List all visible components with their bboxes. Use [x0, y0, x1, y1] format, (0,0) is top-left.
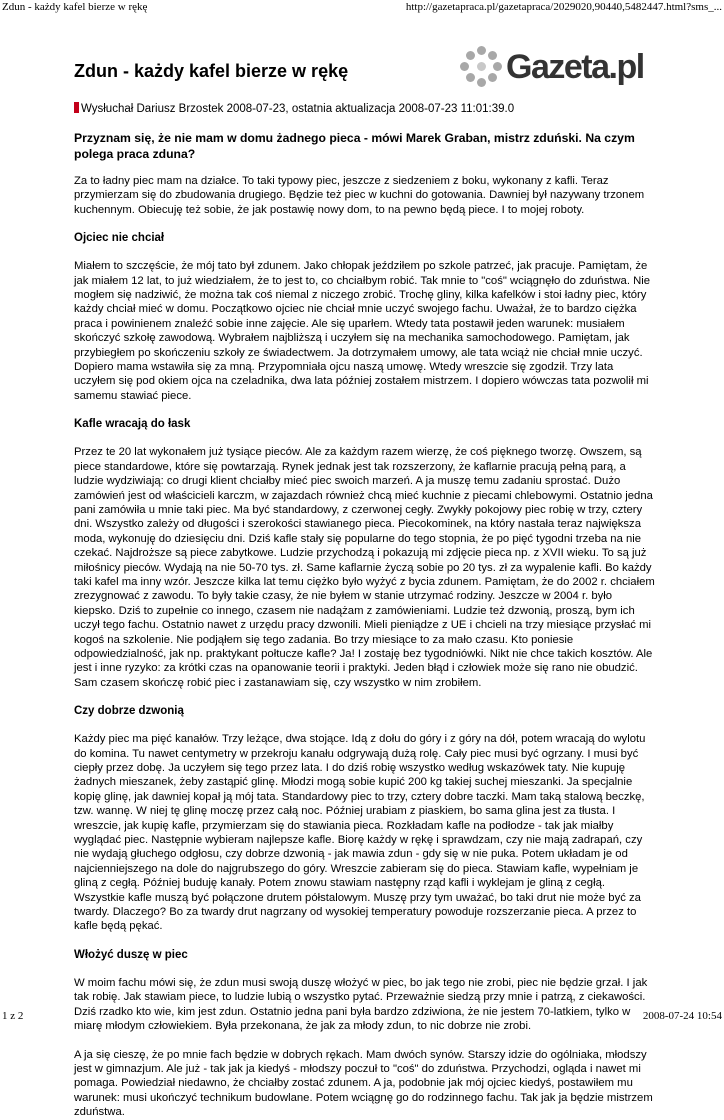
print-header-url: http://gazetapraca.pl/gazetapraca/2029020,90440,5482447.html?sms_...	[405, 1, 722, 13]
section-heading: Ojciec nie chciał	[74, 232, 165, 245]
article-lead: Przyznam się, że nie mam w domu żadnego pieca - mówi Marek Graban, mistrz zduński. Na czym polega praca zduna?	[74, 131, 635, 161]
logo-text: Gazeta.pl	[506, 48, 644, 86]
page-count: 1 z 2	[2, 1010, 24, 1022]
dots-icon	[460, 46, 502, 88]
section-paragraph: Miałem to szczęście, że mój tato był zdunem. Jako chłopak jeździłem po szkole patrzeć, jak pracuje. Pamiętam, że jak miałem 12 lat, to już wiedziałem, że to jest to, co chciałbym robić. Tak mnie to "coś" wciągnęło do zduństwa. Nie mogłem się nadziwić, że można tak coś niemal z niczego zrobić. Trochę gliny, kilka kafelków i stoi ładny piec, który każdy chciał mieć w domu. Początkowo ojciec nie chciał mnie uczyć swojego fachu. Uważał, że to bardzo ciężka praca i powinienem znaleźć sobie inne zajęcie. Ale się uparłem. Wtedy tata postawił jeden warunek: musiałem skończyć szkołę zawodową. Wybrałem najbliższą i uczyłem się na mechanika samochodowego. Pamiętam, jak przybiegłem po skończeniu szkoły ze świadectwem. Ja dotrzymałem umowy, ale tata wciąż nie chciał mnie uczyć. Dopiero mama wstawiła się za mną. Przypomniała ojcu naszą umowę. Wtedy wreszcie się zgodził. Trzy lata uczyłem się pod okiem ojca na czeladnika, dwa lata później zostałem mistrzem. I dopiero wówczas tata pozwolił mi samemu stawiać piece.	[74, 260, 651, 402]
section-paragraph: W moim fachu mówi się, że zdun musi swoją duszę włożyć w piec, bo jak tego nie zrobi, piec nie będzie grzał. I jak tak robię. Jak stawiam piece, to ludzie lubią o wszystko pytać. Przeważnie siedzą przy mnie i patrzą, z ciekawości. Dziś rzadko kto wie, kim jest zdun. Ostatnio jedna pani była bardzo zdziwiona, że nie jestem 70-latkiem, tylko w miarę młodym człowiekiem. Była przekonana, że jak za młody zdun, to nic dobrze nie zrobi.	[74, 976, 648, 1033]
section-heading: Włożyć duszę w piec	[74, 948, 188, 961]
section-paragraph: Każdy piec ma pięć kanałów. Trzy leżące, dwa stojące. Idą z dołu do góry i z góry na dół, potem wracają do wylotu do komina. Tu nawet centymetry w przekroju kanału odgrywają dużą rolę. Cały piec musi być ogrzany. I musi być ciepły przez dobę. Ja uczyłem się tego przez lata. I do dziś robię wszystko według wskazówek taty. Nie kupuję żadnych mieszanek, żeby zastąpić glinę. Młodzi mogą sobie kupić 200 kg takiej suchej mieszanki. Ja specjalnie kopię glinę, jak dawniej kopał ją mój tata. Standardowy piec to trzy, cztery dobre taczki. Mam taką stalową beczkę, tzw. wannę. W niej tę glinę moczę przez całą noc. Później urabiam z piaskiem, bo sama glina jest za tłusta. I wreszcie, jak kupię kafle, przymierzam się do stawiania pieca. Rozkładam kafle na podłodze - tak jak miałby wyglądać piec. Następnie wybieram najlepsze kafle. Biorę każdy w rękę i sprawdzam, czy nie mają zadrapań, czy nie wydają głuchego odgłosu, czy dobrze dzwonią - jak mawia zdun - gdy się w nie puka. Potem układam je od najcienniejszego na dole do najgrubszego do góry. Wreszcie zabieram się do pieca. Stawiam kafle, wypełniam je gliną z cegłą. Później buduję kanały. Potem znowu stawiam następny rząd kafli i wyklejam je gliną z cegłą. Wszystkie kafle muszą być połączone drutem półstalowym. Muszę przy tym uważać, bo taki drut nie może być za twardy. Dlaczego? Bo za twardy drut nagrzany od wysokiej temperatury powoduje rozszerzanie pieca. A przez to kafle będą pękać.	[74, 733, 646, 933]
article	[74, 48, 656, 1120]
article-meta	[74, 102, 656, 116]
print-timestamp: 2008-07-24 10:54	[642, 1010, 722, 1022]
article-meta-text: Wysłuchał Dariusz Brzostek 2008-07-23, ostatnia aktualizacja 2008-07-23 11:01:39.0	[81, 103, 515, 115]
article-intro: Za to ładny piec mam na działce. To taki typowy piec, jeszcze z siedzeniem z boku, wykonany z kafli. Teraz przymierzam się do zbudowania drugiego. Będzie też piec w kuchni do gotowania. Dawniej był nazywany trzonem kuchennym. Obiecuję też sobie, że jak postawię nowy dom, to na pewno będą piece. I to mojej roboty.	[74, 175, 645, 216]
author-marker-icon	[74, 102, 79, 113]
article-title: Zdun - każdy kafel bierze w rękę	[74, 61, 349, 81]
print-header-title: Zdun - każdy kafel bierze w rękę	[2, 1, 148, 13]
section-paragraph: A ja się cieszę, że po mnie fach będzie w dobrych rękach. Mam dwóch synów. Starszy idzie do ogólniaka, młodszy jest w gimnazjum. Ale już - tak jak ja kiedyś - młodszy poczuł to "coś" do zduństwa. Przychodzi, ogląda i nawet mi pomaga. Powiedział niedawno, że chciałby zostać zdunem. A ja, podobnie jak mój ojciec kiedyś, postawiłem mu warunek: musi ukończyć technikum budowlane. Potem wciągnę go do rodzinnego fachu. Tak jak ja będzie mistrzem zduństwa.	[74, 1048, 653, 1119]
gazeta-logo[interactable]	[460, 46, 650, 90]
section-heading: Kafle wracają do łask	[74, 418, 191, 431]
section-heading: Czy dobrze dzwonią	[74, 705, 184, 718]
section-paragraph: Przez te 20 lat wykonałem już tysiące pieców. Ale za każdym razem wierzę, że coś pięknego tworzę. Owszem, są piece standardowe, które się powtarzają. Rynek jednak jest tak rozszerzony, że kaflarnie pracują pełną parą, a ludzie wydziwiają: co drugi klient chciałby mieć piec swoich marzeń. A ja muszę temu zadaniu sprostać. Dużo zamówień jest od właścicieli karczm, w zajazdach również chcą mieć kuchnie z piecami chlebowymi. Ostatnio jedna pani zamówiła u mnie taki piec. Ma być standardowy, z czerwonej cegły. Zwykły pokojowy piec robię w trzy, cztery dni. Wszystko zależy od długości i szerokości stawianego pieca. Piecokominek, na który nastała teraz największa moda, wykonuję do dziesięciu dni. Dziś kafle stały się popularne do tego stopnia, że po pięć tygodni trzeba na nie czekać. Najdroższe są piece zabytkowe. Ludzie przychodzą i pokazują mi zdjęcie pieca np. z XVII wieku. To są już miłośnicy pieców. Wydają na nie 50-70 tys. zł. Same kaflarnie życzą sobie po 20 tys. zł za wypalenie kafli. Bo każdy taki kafel ma inny wzór. Jeszcze kilka lat temu ciężko było wyżyć z bycia zdunem. Pamiętam, że do 2002 r. chciałem zrezygnować z zawodu. To były takie czasy, że nie byłem w stanie utrzymać rodziny. Jeszcze w 2004 r. było kiepsko. Dziś to zupełnie co innego, czasem nie nadążam z zamówieniami. Ludzie też dzwonią, proszą, bym ich uczył tego fachu. Ostatnio nawet z urzędu pracy dzwonili. Mieli pieniądze z UE i chcieli na trzy miesiące przysłać mi kogoś na szkolenie. Nie podjąłem się tego zadania. Bo trzy miesiące to za mało czasu. Kto poniesie odpowiedzialność, jak np. praktykant połtucze kafle? Ja! I zostaję bez tygodniówki. Nikt nie chce takich kosztów. Ale jest i inne ryzyko: za krótki czas na opanowanie teorii i praktyki. Jeden błąd i człowiek może się rano nie obudzić. Sam czasem skończę robić piec i zastanawiam się, czy wszystko w nim zrobiłem.	[74, 446, 655, 689]
